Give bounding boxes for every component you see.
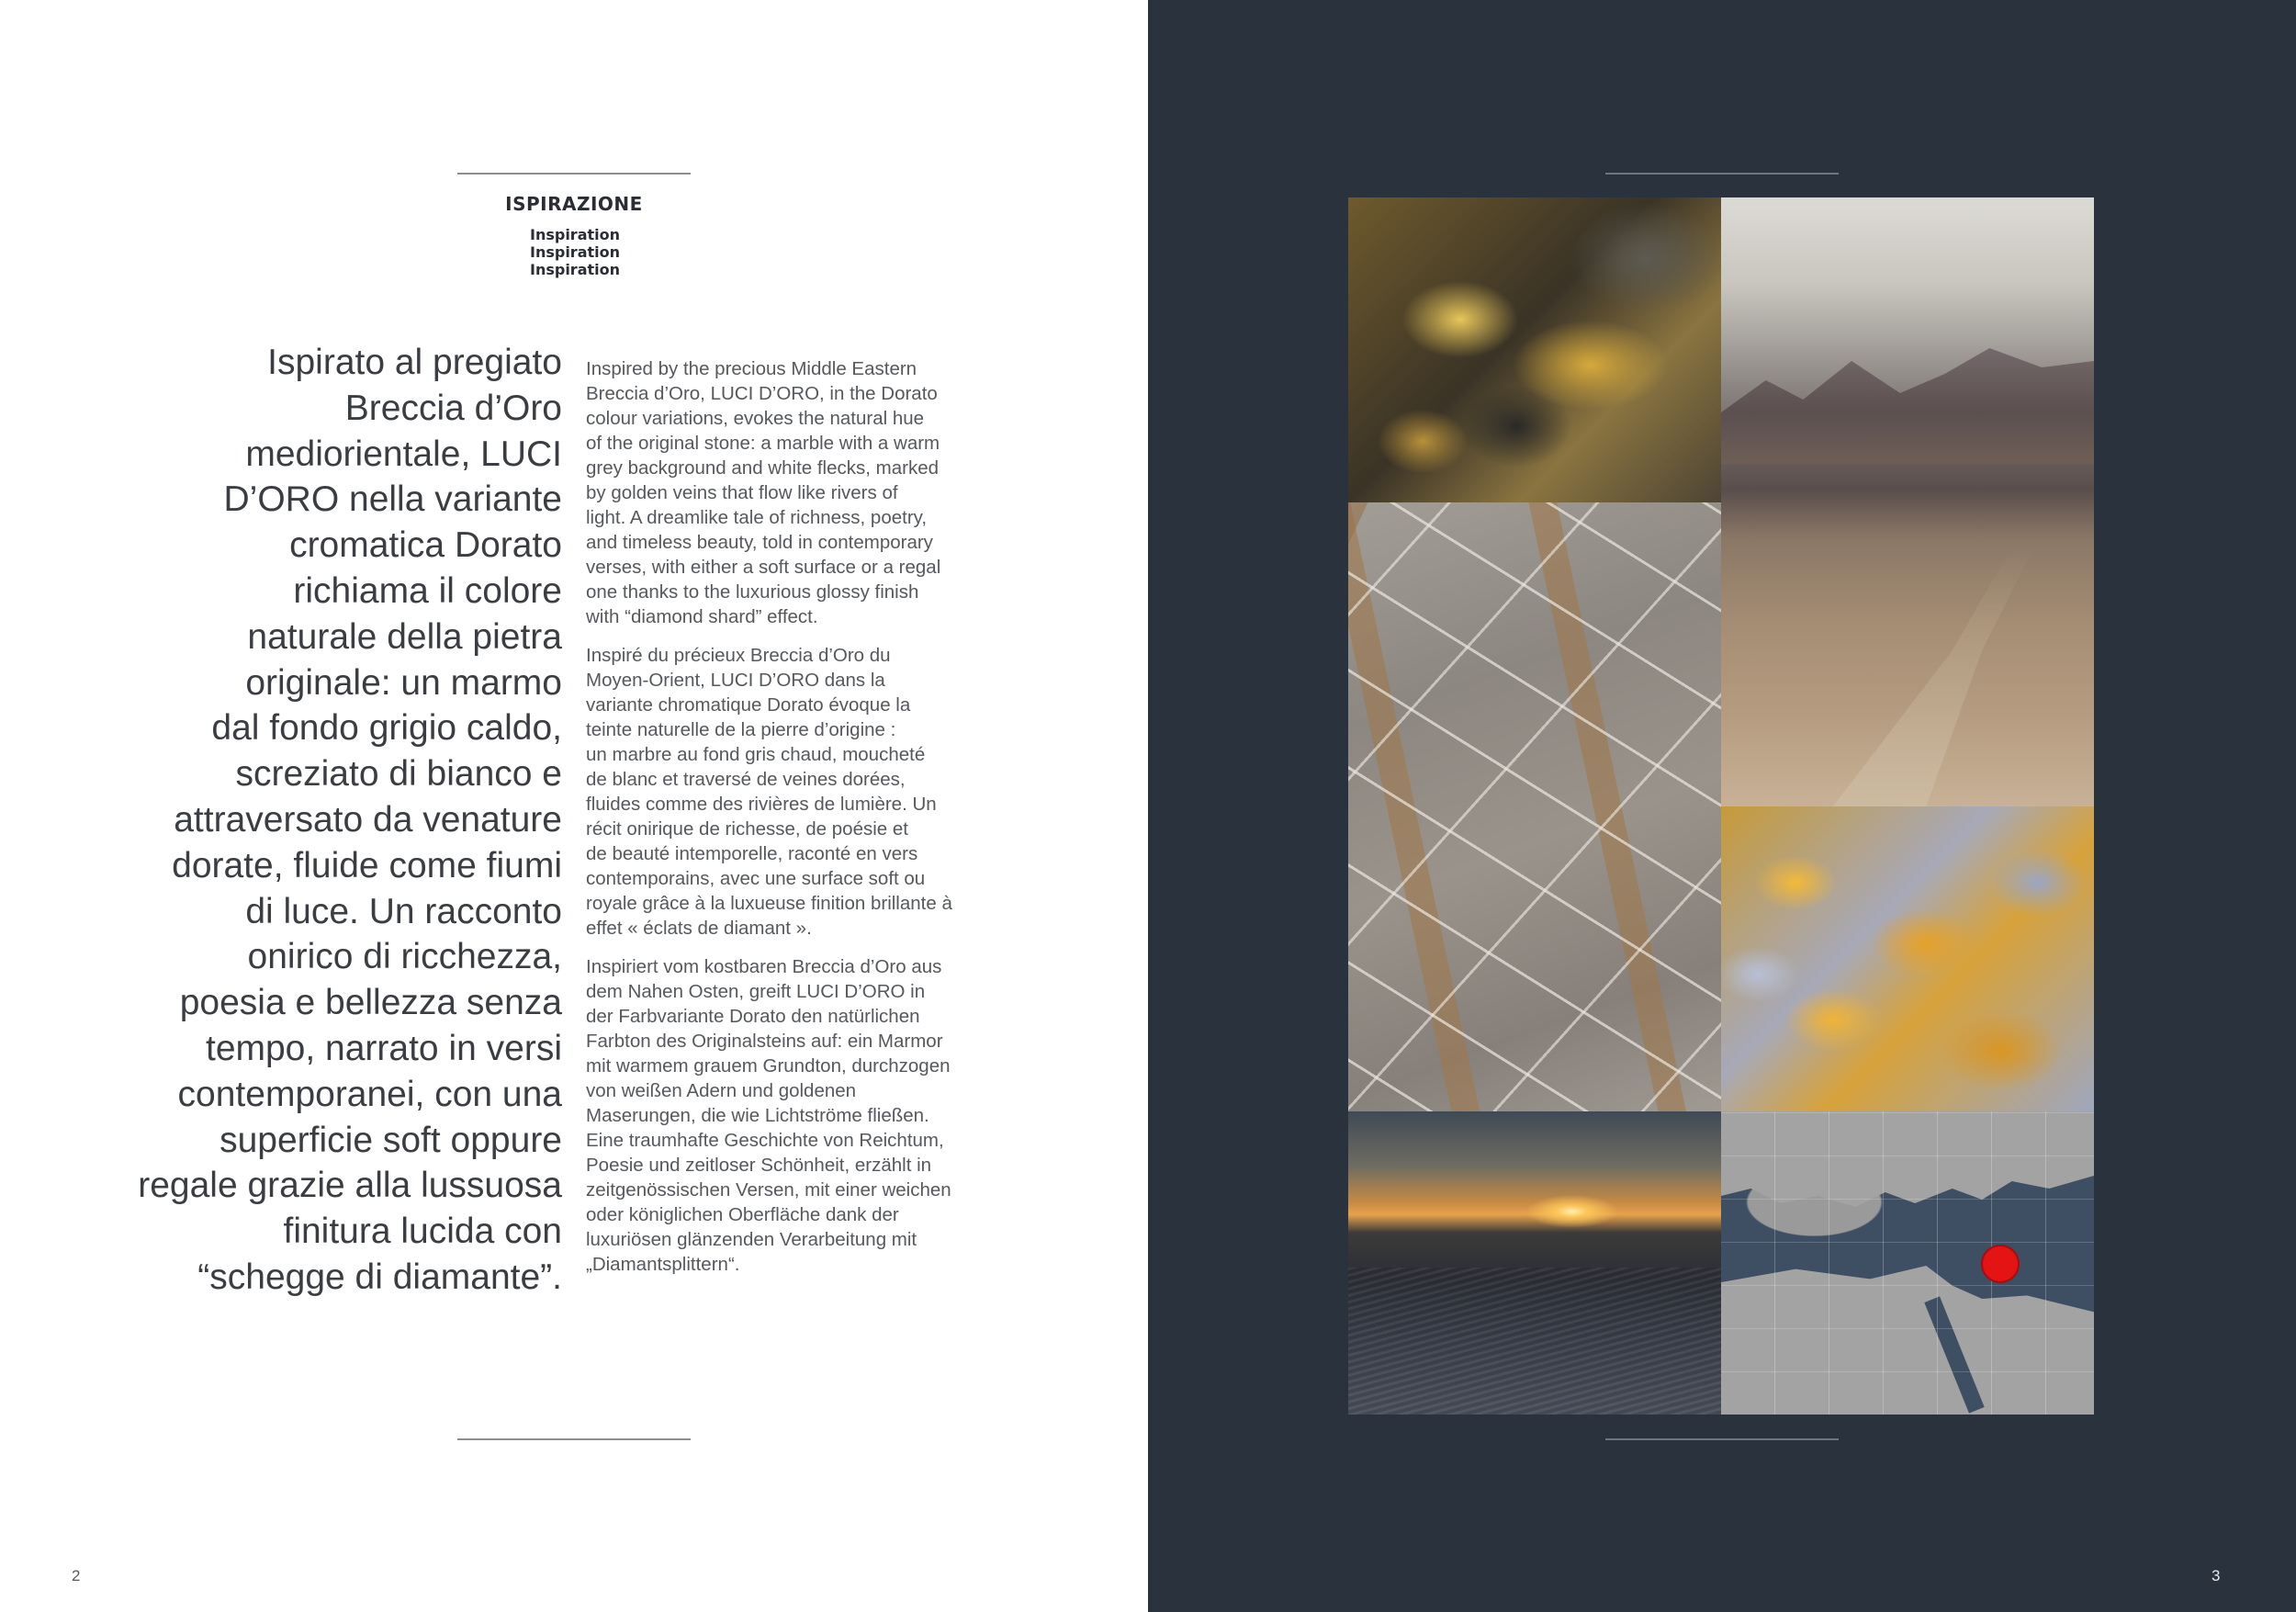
top-divider-left [457, 173, 691, 175]
text-line: one thanks to the luxurious glossy finish [586, 581, 919, 603]
text-line: Ispirato al pregiato [267, 343, 562, 382]
section-title: ISPIRAZIONE [505, 193, 643, 215]
sand-dunes [1348, 1268, 1721, 1415]
text-line: Moyen-Orient, LUCI D’ORO dans la [586, 670, 885, 691]
gold-ore-image [1348, 197, 1721, 502]
middle-east-map-image [1721, 1111, 2094, 1415]
mountain-ridge [1721, 335, 2094, 464]
text-line: luxuriösen glänzenden Verarbeitung mit [586, 1229, 917, 1250]
text-line: „Diamantsplittern“. [586, 1254, 740, 1275]
map-location-marker [1981, 1245, 2020, 1283]
text-line: dorate, fluide come fiumi [172, 845, 562, 885]
desert-sunset-image [1348, 1111, 1721, 1415]
text-line: di luce. Un racconto [245, 891, 562, 931]
breccia-marble-image [1348, 502, 1721, 1111]
dirt-road [1721, 547, 2094, 806]
text-line: von weißen Adern und goldenen [586, 1080, 857, 1101]
text-line: dal fondo grigio caldo, [211, 708, 562, 749]
title-translation: Inspiration [530, 226, 621, 243]
text-line: finitura lucida con [283, 1212, 562, 1252]
text-line: and timeless beauty, told in contemporary [586, 532, 933, 553]
text-line: der Farbvariante Dorato den natürlichen [586, 1006, 920, 1027]
text-line: teinte naturelle de la pierre d’origine : [586, 719, 896, 740]
text-line: verses, with either a soft surface or a regal [586, 557, 941, 578]
title-translation: Inspiration [530, 261, 621, 278]
text-line: oder königlichen Oberfläche dank der [586, 1204, 899, 1225]
title-translation: Inspiration [530, 243, 621, 261]
text-line: mit warmem grauem Grundton, durchzogen [586, 1055, 951, 1077]
german-paragraph [586, 954, 953, 1277]
text-line: colour variations, evokes the natural hue [586, 408, 925, 429]
golden-water-image [1721, 806, 2094, 1111]
text-line: poesia e bellezza senza [179, 983, 562, 1023]
text-line: attraversato da venature [174, 799, 562, 840]
french-paragraph [586, 643, 953, 941]
text-line: dem Nahen Osten, greift LUCI D’ORO in [586, 981, 926, 1002]
text-line: of the original stone: a marble with a warm [586, 433, 940, 454]
page-number-left: 2 [72, 1567, 81, 1584]
bottom-divider-right [1605, 1438, 1839, 1440]
text-line: de blanc et traversé de veines dorées, [586, 769, 906, 790]
text-line: royale grâce à la luxueuse finition brillante à [586, 893, 952, 914]
text-line: effet « éclats de diamant ». [586, 918, 812, 939]
title-translations [530, 226, 640, 278]
page-number-right: 3 [2212, 1567, 2221, 1584]
text-line: tempo, narrato in versi [205, 1028, 562, 1068]
text-line: mediorientale, LUCI [245, 434, 562, 474]
top-divider-right [1605, 173, 1839, 175]
text-line: regale grazie alla lussuosa [138, 1166, 562, 1206]
text-line: “schegge di diamante”. [197, 1257, 562, 1297]
text-line: Inspiriert vom kostbaren Breccia d’Oro aus [586, 956, 942, 977]
text-line: Eine traumhafte Geschichte von Reichtum, [586, 1130, 944, 1151]
text-line: superficie soft oppure [219, 1120, 562, 1160]
text-line: Inspired by the precious Middle Eastern [586, 358, 917, 379]
text-line: Breccia d’Oro, LUCI D’ORO, in the Dorato [586, 383, 938, 404]
text-line: naturale della pietra [247, 616, 562, 657]
text-line: zeitgenössischen Versen, mit einer weichen [586, 1179, 951, 1201]
text-line: contemporains, avec une surface soft ou [586, 868, 926, 889]
text-line: cromatica Dorato [289, 525, 562, 566]
text-line: grey background and white flecks, marked [586, 457, 940, 479]
text-line: light. A dreamlike tale of richness, poetry, [586, 507, 928, 528]
text-line: screziato di bianco e [235, 754, 562, 795]
mountain-road-image [1721, 197, 2094, 806]
text-line: fluides comme des rivières de lumière. Un [586, 794, 937, 815]
bottom-divider-left [457, 1438, 691, 1440]
italian-main-text [138, 340, 562, 1301]
english-paragraph [586, 356, 953, 629]
text-line: de beauté intemporelle, raconté en vers [586, 843, 918, 864]
text-line: Farbton des Originalsteins auf: ein Marmor [586, 1031, 943, 1052]
map-borders [1721, 1111, 2094, 1415]
text-line: onirico di ricchezza, [247, 937, 562, 977]
text-line: originale: un marmo [245, 662, 562, 703]
text-line: with “diamond shard” effect. [586, 606, 818, 627]
text-line: D’ORO nella variante [223, 479, 562, 520]
text-line: Poesie und zeitloser Schönheit, erzählt in [586, 1155, 932, 1176]
text-line: by golden veins that flow like rivers of [586, 482, 898, 503]
right-page [1148, 0, 2296, 1612]
text-line: récit onirique de richesse, de poésie et [586, 818, 908, 840]
text-line: un marbre au fond gris chaud, moucheté [586, 744, 926, 765]
text-line: richiama il colore [293, 570, 562, 611]
text-line: Breccia d’Oro [344, 388, 562, 428]
image-collage [1348, 197, 2094, 1415]
text-line: Inspiré du précieux Breccia d’Oro du [586, 645, 891, 666]
text-line: Maserungen, die wie Lichtströme fließen. [586, 1105, 929, 1126]
translations-column [586, 356, 953, 1291]
text-line: variante chromatique Dorato évoque la [586, 694, 911, 716]
text-line: contemporanei, con una [177, 1074, 562, 1114]
